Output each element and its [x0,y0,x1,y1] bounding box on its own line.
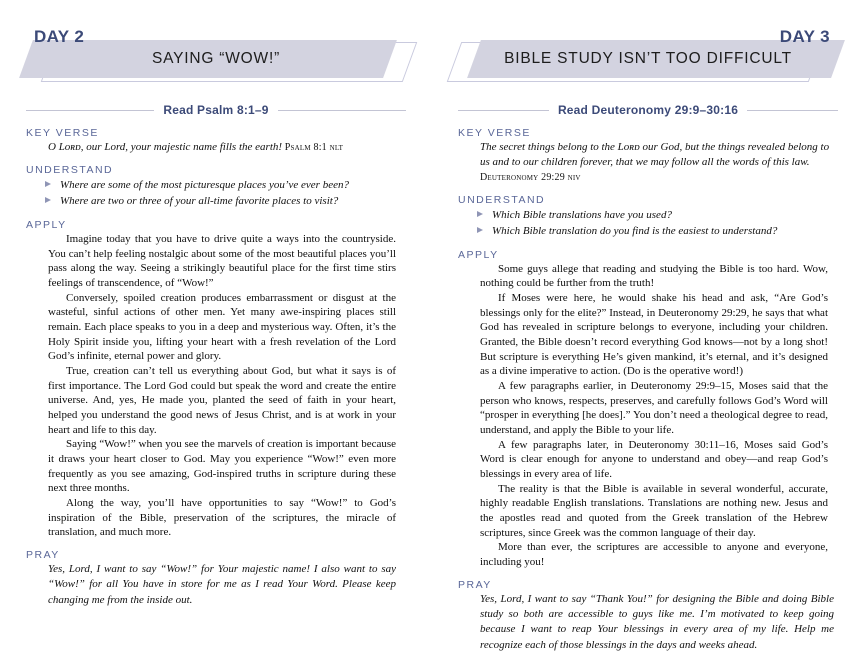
apply-paragraph: A few paragraphs earlier, in Deuteronomy 29:9–15, Moses said that the person who knows, respects, preserves, and carefully follows God’s Word will “prosper in everything [he does].” You don’t need a theological degree to read, understand, and apply the Bible to your life. [480,379,828,436]
apply-paragraph: A few paragraphs later, in Deuteronomy 30:11–16, Moses said God’s Word is clear enough for anyone to understand and obey—and reap God’s blessings in every area of life. [480,438,828,480]
understand-question-list [26,177,406,210]
understand-heading: UNDERSTAND [26,163,114,176]
question-text: Which Bible translations have you used? [492,208,672,221]
day-label: DAY 3 [779,27,830,46]
apply-paragraph: Some guys allege that reading and studying the Bible is too hard. Wow, nothing could be further from the truth! [480,262,828,290]
arrow-bullet-icon [45,181,51,187]
pray-text: Yes, Lord, I want to say “Thank You!” for designing the Bible and doing Bible study so both are accessible to guys like me. I’m motivated to keep going because I want to reap Your blessings in every area of my life. Help me recognize each of those blessings in the days and weeks ahead. [480,592,834,651]
read-reference-line [458,103,838,117]
apply-heading: APPLY [458,248,499,261]
apply-heading: APPLY [26,218,67,231]
read-rule-right [278,110,406,111]
arrow-bullet-icon [477,227,483,233]
list-item [60,193,406,210]
read-rule-left [26,110,154,111]
apply-paragraph: Saying “Wow!” when you see the marvels of creation is important because it draws your heart closer to God. May you experience “Wow!” even more frequently as you see amazing, God-inspired truths in scripture during these next three months. [48,438,396,495]
understand-question-list [458,207,838,240]
key-verse-reference: Deuteronomy 29:29 niv [480,171,581,183]
key-verse-heading: KEY VERSE [458,127,531,139]
pray-heading: PRAY [26,548,60,561]
banner-day-3 [458,28,838,100]
arrow-bullet-icon [45,197,51,203]
list-item [60,177,406,194]
devotion-title: BIBLE STUDY ISN’T TOO DIFFICULT [504,50,792,67]
day-label: DAY 2 [34,27,85,46]
apply-paragraph: More than ever, the scriptures are accessible to anyone and everyone, including you! [480,541,828,568]
banner-day-2 [26,28,406,100]
devotion-title: SAYING “WOW!” [151,50,281,67]
key-verse-text [48,140,406,155]
key-verse-text [480,140,838,185]
apply-paragraph: Imagine today that you have to drive quite a ways into the countryside. You can’t help feeling nostalgic about some of the most beautiful places you’ll pass along the way. Seeing a strikingly beautiful place for the first time stirs feelings of transcendence, of “Wow!” [48,232,396,289]
arrow-bullet-icon [477,211,483,217]
list-item [492,207,838,224]
key-verse-heading: KEY VERSE [26,127,99,139]
page-day-3 [432,0,864,651]
apply-paragraph: The reality is that the Bible is available in several wonderful, accurate, highly readable English translations. Translations are nothing new. Jesus and the apostles read and quoted from the Greek translation of the Hebrew scriptures, since Greek was the common language of their day. [480,482,828,539]
key-verse-body: The secret things belong to the Lᴏʀᴅ our God, but the things revealed belong to us and to our children forever, that we may follow all the words of this law. [480,141,830,168]
question-text: Which Bible translation do you find is the easiest to understand? [492,225,778,238]
pray-text: Yes, Lord, I want to say “Wow!” for Your majestic name! I also want to say “Wow!” for all You have in store for me as I read Your Word. Please keep changing me from the inside out. [48,562,396,606]
question-text: Where are two or three of your all-time favorite places to visit? [60,195,339,208]
read-reference: Read Deuteronomy 29:9–30:16 [557,103,739,117]
read-rule-right [747,110,838,111]
apply-paragraph: If Moses were here, he would shake his head and ask, “Are God’s blessings only for the elite?” Instead, in Deuteronomy 29:29, he says that what God has revealed in scripture belongs to everyone, including your children. Granted, the Bible doesn’t record everything God knows—not by a long shot! But scripture is everything He’s given mankind, it’s eternal, and it’s designed as a divine imperative to action. (Do is the operative word!) [480,291,828,378]
read-reference: Read Psalm 8:1–9 [163,103,269,117]
apply-paragraph: Along the way, you’ll have opportunities to say “Wow!” to God’s inspiration of the Bible, preservation of the scriptures, the miracle of translation, and much more. [48,496,396,539]
page-day-2 [0,0,432,606]
apply-paragraph: Conversely, spoiled creation produces embarrassment or disgust at the wasteful, sinful actions of other men. Yet many awe-inspiring places still remain. Each place speaks to you in a deep and mysterious way. Often, it’s the Holy Spirit inside you, lifting your heart with a fresh revelation of the Lord God’s infinite, eternal power and glory. [48,291,396,363]
read-reference-line [26,103,406,117]
understand-heading: UNDERSTAND [458,193,546,206]
key-verse-body: O Lᴏʀᴅ, our Lord, your majestic name fills the earth! [48,141,283,153]
list-item [492,223,838,240]
read-rule-left [458,110,549,111]
question-text: Where are some of the most picturesque places you’ve ever been? [60,178,349,191]
key-verse-reference: Psalm 8:1 nlt [284,142,344,153]
pray-heading: PRAY [458,578,492,591]
apply-paragraph: True, creation can’t tell us everything about God, but what it says is of first importance. The Lord God could but speak the word and create the entire universe. And, yes, He made you, planted the seed of faith in your heart, helped you understand the good news of Jesus Christ, and is at work in your heart and life to this day. [48,364,396,436]
